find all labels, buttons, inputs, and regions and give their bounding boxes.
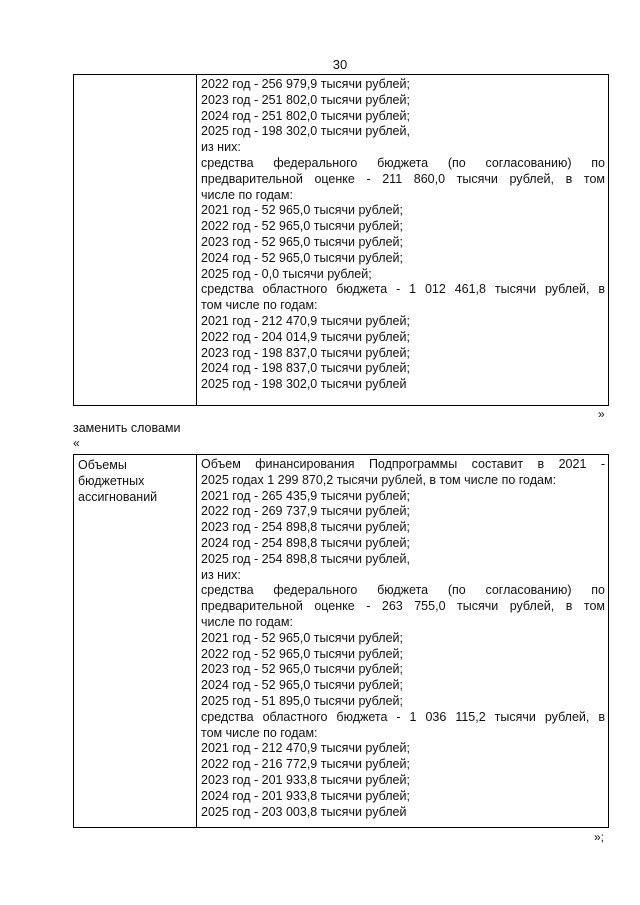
text-line: 2021 год - 52 965,0 тысячи рублей; bbox=[201, 203, 403, 218]
budget-allocations-label bbox=[74, 455, 197, 827]
text-line: 2022 год - 216 772,9 тысячи рублей; bbox=[201, 757, 410, 772]
text-line: 2022 год - 52 965,0 тысячи рублей; bbox=[201, 219, 403, 234]
text-line: 2024 год - 201 933,8 тысячи рублей; bbox=[201, 788, 410, 803]
closing-quote: » bbox=[598, 407, 605, 421]
text-line: 2021 год - 265 435,9 тысячи рублей; bbox=[201, 488, 410, 503]
text-line: средства федерального бюджета (по согласованию) по bbox=[201, 583, 605, 598]
text-line: из них: bbox=[201, 567, 241, 582]
text-line: 2023 год - 52 965,0 тысячи рублей; bbox=[201, 234, 403, 249]
text-line: числе по годам: bbox=[201, 187, 293, 202]
text-line: 2021 год - 212 470,9 тысячи рублей; bbox=[201, 313, 410, 328]
label-line: бюджетных bbox=[78, 473, 145, 488]
text-line: 2025 год - 198 302,0 тысячи рублей, bbox=[201, 124, 410, 139]
text-line: 2021 год - 212 470,9 тысячи рублей; bbox=[201, 741, 410, 756]
replace-instruction: заменить словами bbox=[73, 421, 181, 435]
text-line: 2024 год - 52 965,0 тысячи рублей; bbox=[201, 250, 403, 265]
text-line: 2023 год - 254 898,8 тысячи рублей; bbox=[201, 520, 410, 535]
new-budget-table bbox=[73, 454, 609, 828]
text-line: 2024 год - 198 837,0 тысячи рублей; bbox=[201, 361, 410, 376]
text-line: 2022 год - 204 014,9 тысячи рублей; bbox=[201, 329, 410, 344]
text-line: 2024 год - 251 802,0 тысячи рублей; bbox=[201, 108, 410, 123]
text-line: числе по годам: bbox=[201, 614, 293, 629]
text-line: предварительной оценке - 211 860,0 тысячи рублей, в том bbox=[201, 171, 605, 186]
text-line: 2025 год - 51 895,0 тысячи рублей; bbox=[201, 693, 403, 708]
text-line: предварительной оценке - 263 755,0 тысячи рублей, в том bbox=[201, 599, 605, 614]
text-line: 2022 год - 256 979,9 тысячи рублей; bbox=[201, 77, 410, 91]
label-line: ассигнований bbox=[78, 489, 158, 504]
text-line: из них: bbox=[201, 140, 241, 155]
label-line: Объемы bbox=[78, 458, 127, 472]
text-line: средства областного бюджета - 1 012 461,8 тысячи рублей, в bbox=[201, 282, 605, 297]
text-line: 2023 год - 198 837,0 тысячи рублей; bbox=[201, 345, 410, 360]
text-line: том числе по годам: bbox=[201, 298, 318, 313]
text-line: 2022 год - 269 737,9 тысячи рублей; bbox=[201, 504, 410, 519]
closing-quote-semicolon: »; bbox=[594, 830, 605, 844]
text-line: 2023 год - 201 933,8 тысячи рублей; bbox=[201, 772, 410, 787]
text-line: 2023 год - 52 965,0 тысячи рублей; bbox=[201, 662, 403, 677]
text-line: 2025 год - 254 898,8 тысячи рублей, bbox=[201, 551, 410, 566]
text-line: 2023 год - 251 802,0 тысячи рублей; bbox=[201, 92, 410, 107]
text-line: средства федерального бюджета (по согласованию) по bbox=[201, 155, 605, 170]
text-line: Объем финансирования Подпрограммы составит в 2021 - bbox=[201, 457, 605, 471]
text-line: 2021 год - 52 965,0 тысячи рублей; bbox=[201, 630, 403, 645]
text-line: 2025 год - 0,0 тысячи рублей; bbox=[201, 266, 372, 281]
text-line: 2025 год - 203 003,8 тысячи рублей bbox=[201, 804, 407, 819]
page-number: 30 bbox=[332, 57, 348, 72]
old-table-left-cell bbox=[74, 75, 197, 405]
old-table-right-cell bbox=[197, 75, 608, 405]
text-line: средства областного бюджета - 1 036 115,2 тысячи рублей, в bbox=[201, 709, 605, 724]
new-table-right-cell bbox=[197, 455, 608, 827]
text-line: том числе по годам: bbox=[201, 725, 318, 740]
opening-quote: « bbox=[73, 436, 80, 450]
text-line: 2025 годах 1 299 870,2 тысячи рублей, в том числе по годам: bbox=[201, 472, 557, 487]
old-budget-table bbox=[73, 74, 609, 406]
text-line: 2024 год - 254 898,8 тысячи рублей; bbox=[201, 535, 410, 550]
text-line: 2022 год - 52 965,0 тысячи рублей; bbox=[201, 646, 403, 661]
text-line: 2024 год - 52 965,0 тысячи рублей; bbox=[201, 678, 403, 693]
text-line: 2025 год - 198 302,0 тысячи рублей bbox=[201, 377, 407, 392]
